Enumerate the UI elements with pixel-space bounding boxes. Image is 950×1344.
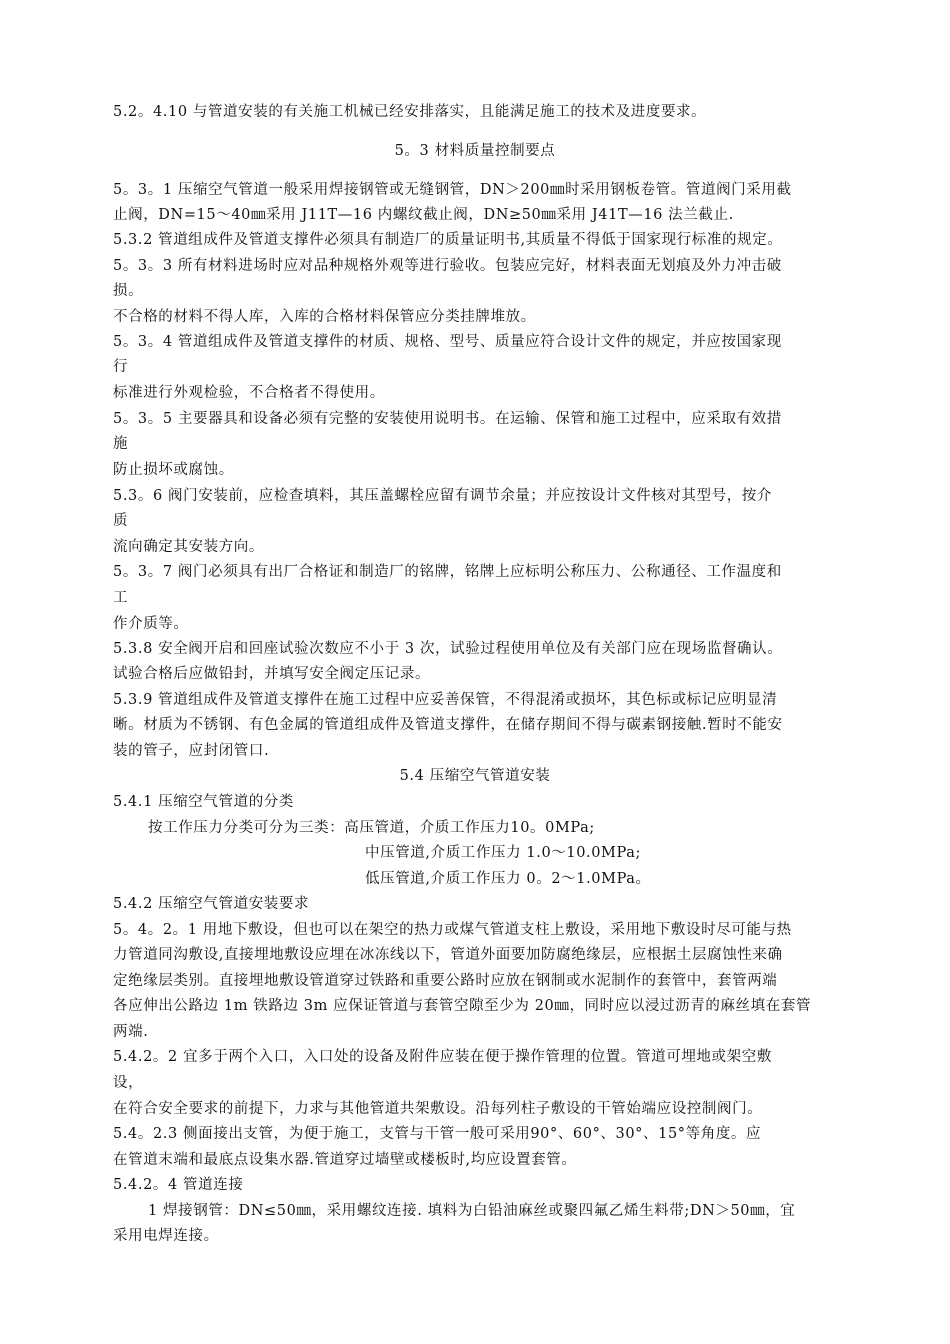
text-line: 标准进行外观检验，不合格者不得使用。: [113, 385, 385, 401]
text-line: 5.4.2。2 宜多于两个入口，入口处的设备及附件应装在便于操作管理的位置。管道可埋地或架空敷: [113, 1049, 772, 1065]
text-line: 5。3。1 压缩空气管道一般采用焊接钢管或无缝钢管，DN＞200㎜时采用钢板卷管。管道阀门采用截: [113, 182, 792, 198]
text-line: 两端.: [113, 1024, 149, 1040]
text-line: 5.3.9 管道组成件及管道支撑件在施工过程中应妥善保管，不得混淆或损坏，其色标或标记应明显清: [113, 692, 778, 708]
text-line: 采用电焊连接。: [113, 1228, 219, 1244]
text-line: 低压管道,介质工作压力 0。2～1.0MPa。: [365, 871, 651, 887]
text-line: 中压管道,介质工作压力 1.0～10.0MPa;: [365, 845, 641, 861]
text-line: 不合格的材料不得人库，入库的合格材料保管应分类挂牌堆放。: [113, 309, 536, 325]
text-line: 5.4。2.3 侧面接出支管，为便于施工，支管与干管一般可采用90°、60°、30°、15°等角度。应: [113, 1126, 762, 1142]
text-line: 止阀，DN=15～40㎜采用 J11T—16 内螺纹截止阀，DN≥50㎜采用 J41T—16 法兰截止.: [113, 207, 734, 223]
text-line: 5.4.2 压缩空气管道安装要求: [113, 896, 310, 912]
text-line: 工: [113, 590, 129, 606]
text-line: 5。4。2。1 用地下敷设，但也可以在架空的热力或煤气管道支柱上敷设，采用地下敷设时尽可能与热: [113, 922, 792, 938]
text-line: 质: [113, 513, 129, 529]
text-line: 力管道同沟敷设,直接埋地敷设应埋在冰冻线以下，管道外面要加防腐绝缘层，应根据土层腐蚀性来确: [113, 947, 783, 963]
text-line: 装的管子，应封闭管口.: [113, 743, 270, 759]
text-line: 5.4.2。4 管道连接: [113, 1177, 244, 1193]
section-heading: 5。3 材料质量控制要点: [394, 143, 556, 159]
text-line: 行: [113, 359, 129, 375]
text-line: 防止损坏或腐蚀。: [113, 462, 234, 478]
text-line: 施: [113, 436, 129, 452]
text-line: 试验合格后应做铅封，并填写安全阀定压记录。: [113, 666, 431, 682]
text-line: 流向确定其安装方向。: [113, 539, 264, 555]
text-line: 5。3。5 主要器具和设备必须有完整的安装使用说明书。在运输、保管和施工过程中，应采取有效措: [113, 411, 782, 427]
text-line: 各应伸出公路边 1m 铁路边 3m 应保证管道与套管空隙至少为 20㎜，同时应以浸过沥青的麻丝填在套管: [113, 998, 812, 1014]
text-line: 按工作压力分类可分为三类：高压管道，介质工作压力10。0MPa;: [148, 820, 595, 836]
text-line: 5。3。3 所有材料进场时应对品种规格外观等进行验收。包装应完好，材料表面无划痕及外力冲击破: [113, 258, 782, 274]
text-line: 晰。材质为不锈钢、有色金属的管道组成件及管道支撑件，在储存期间不得与碳素钢接触.暂时不能安: [113, 717, 783, 733]
text-line: 5.3.8 安全阀开启和回座试验次数应不小于 3 次，试验过程使用单位及有关部门应在现场监督确认。: [113, 641, 783, 657]
text-line: 5.3.2 管道组成件及管道支撑件必须具有制造厂的质量证明书,其质量不得低于国家现行标准的规定。: [113, 232, 783, 248]
text-line: 5.3。6 阀门安装前，应检查填料，其压盖螺栓应留有调节余量；并应按设计文件核对其型号，按介: [113, 488, 772, 504]
text-line: 设，: [113, 1075, 144, 1091]
text-line: 5.4.1 压缩空气管道的分类: [113, 794, 295, 810]
text-line: 定绝缘层类别。直接埋地敷设管道穿过铁路和重要公路时应放在钢制或水泥制作的套管中，套管两端: [113, 973, 778, 989]
text-line: 1 焊接钢管：DN≤50㎜，采用螺纹连接. 填料为白铅油麻丝或聚四氟乙烯生料带;DN＞50㎜，宜: [148, 1203, 796, 1219]
text-line: 作介质等。: [113, 616, 189, 632]
text-line: 5。3。4 管道组成件及管道支撑件的材质、规格、型号、质量应符合设计文件的规定，并应按国家现: [113, 334, 782, 350]
text-line: 5.2。4.10 与管道安装的有关施工机械已经安排落实，且能满足施工的技术及进度要求。: [113, 104, 707, 120]
text-line: 5。3。7 阀门必须具有出厂合格证和制造厂的铭牌，铭牌上应标明公称压力、公称通径、工作温度和: [113, 564, 782, 580]
text-line: 在符合安全要求的前提下，力求与其他管道共架敷设。沿每列柱子敷设的干管始端应设控制阀门。: [113, 1101, 763, 1117]
text-line: 损。: [113, 283, 144, 299]
text-line: 在管道末端和最底点设集水器.管道穿过墙壁或楼板时,均应设置套管。: [113, 1152, 577, 1168]
section-heading: 5.4 压缩空气管道安装: [399, 768, 551, 784]
